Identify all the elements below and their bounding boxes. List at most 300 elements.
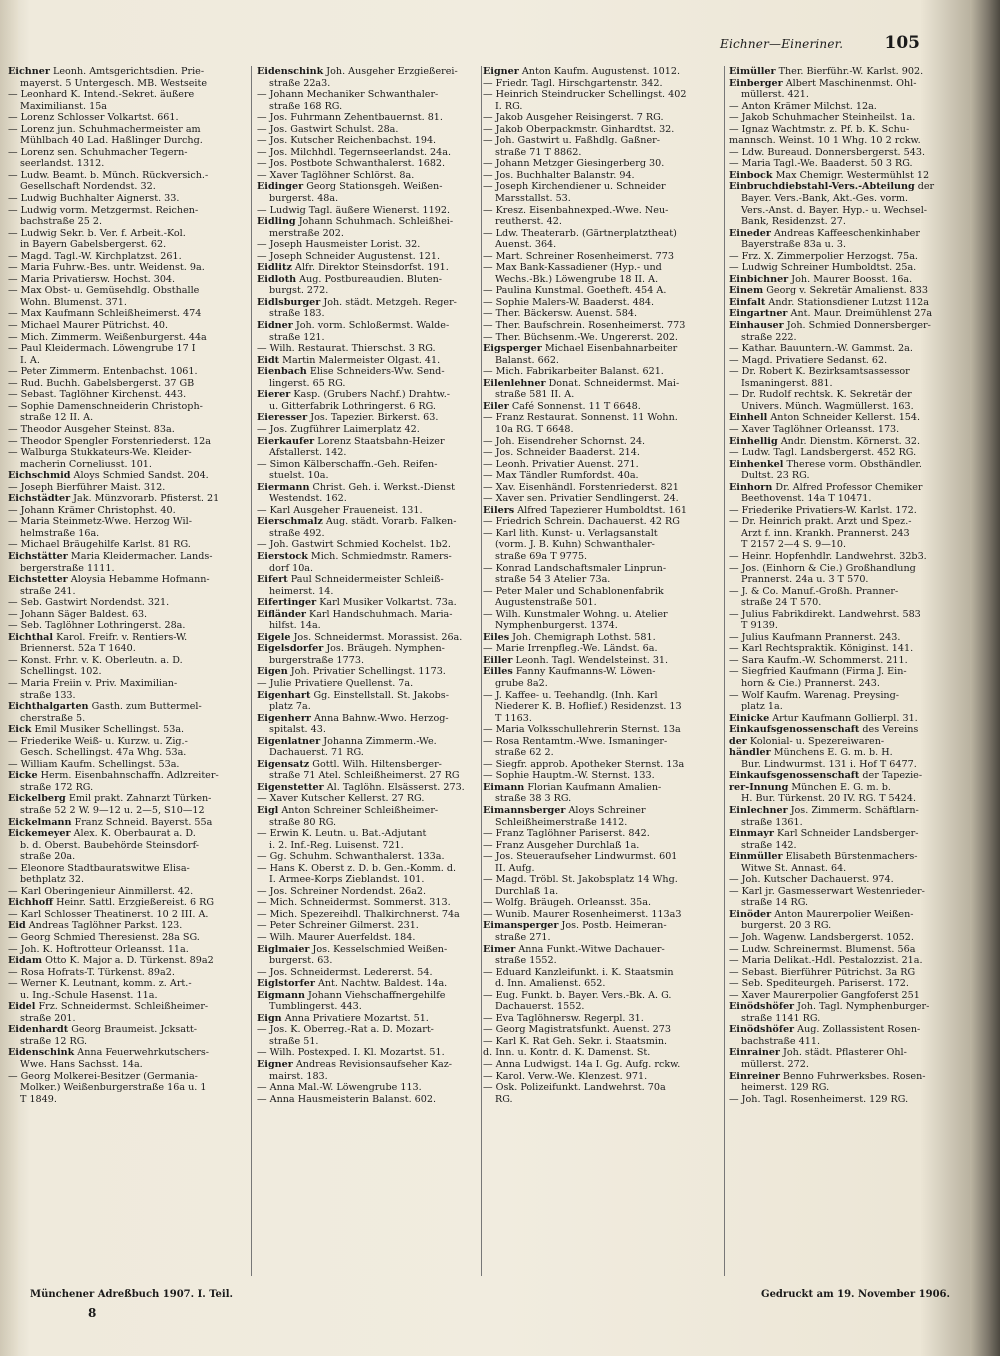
entry-headword-line: Eidel Frz. Schneidermst. Schleißheimer- bbox=[8, 1001, 209, 1013]
entry-line: — Jos. Steueraufseher Lindwurmst. 601 bbox=[483, 851, 678, 863]
entry-line: burgst. 272. bbox=[269, 285, 329, 297]
entry-line: — Friedrich Schrein. Dachauerst. 42 RG bbox=[483, 516, 680, 528]
entry-line: — J. & Co. Manuf.-Großh. Pranner- bbox=[729, 585, 899, 597]
entry-headword-line: Einhorn Dr. Alfred Professor Chemiker bbox=[729, 481, 923, 493]
entry-line: b. d. Oberst. Baubehörde Steinsdorf- bbox=[20, 839, 200, 851]
entry-line: — Osk. Polizeifunkt. Landwehrst. 70a bbox=[483, 1082, 666, 1094]
entry-line: I. Armee-Korps Zieblandst. 101. bbox=[269, 874, 425, 886]
entry-headword-line: Einbichner Joh. Maurer Boosst. 16a. bbox=[729, 273, 913, 285]
entry-line: — Ludw. Schreinermst. Blumenst. 56a bbox=[729, 943, 916, 955]
entry-headword-line: Eidloth Aug. Postbureaudien. Bluten- bbox=[257, 273, 443, 285]
surname: Eidinger bbox=[257, 181, 304, 193]
entry-headword-line: Eilles Fanny Kaufmanns-W. Löwen- bbox=[483, 666, 656, 678]
entry-line: Bur. Lindwurmst. 131 i. Hof T 6477. bbox=[741, 758, 917, 770]
surname: Eicke bbox=[8, 770, 38, 782]
entry-headword-line: Einhellig Andr. Dienstm. Körnerst. 32. bbox=[729, 435, 921, 447]
entry-line: mairst. 183. bbox=[269, 1070, 328, 1082]
surname: Eichner bbox=[8, 66, 50, 77]
entry-line: seerlandst. 1312. bbox=[20, 158, 105, 170]
entry-line: straße 51. bbox=[269, 1035, 319, 1047]
entry-headword-line: Eigner Anton Kaufm. Augustenst. 1012. bbox=[483, 66, 681, 77]
entry-headword-line: Einöder Anton Maurerpolier Weißen- bbox=[729, 908, 914, 920]
entry-headword-line: Eidling Johann Schuhmach. Schleißhei- bbox=[257, 216, 454, 228]
entry-line: — Jakob Schuhmacher Steinheilst. 1a. bbox=[729, 112, 916, 124]
entry-headword-line: der Kolonial- u. Spezereiwaren- bbox=[729, 735, 885, 747]
entry-line: — Heinr. Hopfenhdlr. Landwehrst. 32b3. bbox=[729, 550, 927, 562]
entry-headword-line: Eigenhart Gg. Einstellstall. St. Jakobs- bbox=[257, 689, 449, 701]
entry-line: — Hans K. Oberst z. D. b. Gen.-Komm. d. bbox=[257, 862, 457, 874]
entry-line: straße 80 RG. bbox=[269, 816, 337, 828]
surname: Einmüller bbox=[729, 851, 783, 863]
entry-headword-line: Eick Emil Musiker Schellingst. 53a. bbox=[8, 724, 185, 736]
entry-headword-line: Eieresser Jos. Tapezier. Birkerst. 63. bbox=[257, 412, 439, 424]
entry-line: — Max Obst- u. Gemüsehdlg. Obsthalle bbox=[8, 285, 200, 297]
entry-line: — Jos. Buchhalter Balanstr. 94. bbox=[483, 169, 635, 181]
entry-headword-line: Eifertinger Karl Musiker Volkartst. 73a. bbox=[257, 597, 457, 609]
entry-line: Nymphenburgerst. 1374. bbox=[495, 620, 618, 632]
footer-print-date: Gedruckt am 19. November 1906. bbox=[761, 1289, 950, 1300]
entry-line: — Wolfg. Bräugeh. Orleansst. 35a. bbox=[483, 897, 651, 909]
entry-line: — Joh. K. Hoftrotteur Orleansst. 11a. bbox=[8, 943, 189, 955]
entry-line: Maximilianst. 15a bbox=[20, 100, 108, 112]
surname: Eidenschink bbox=[8, 1047, 75, 1059]
entry-line: — Seb. Spediteurgeh. Pariserst. 172. bbox=[729, 978, 909, 990]
entry-headword-line: Eichhoff Heinr. Sattl. Erzgießereist. 6 RG bbox=[8, 897, 215, 909]
entry-headword-line: Eigele Jos. Schneidermst. Morassist. 26a. bbox=[257, 631, 463, 643]
entry-line: — Georg Molkerei-Besitzer (Germania- bbox=[8, 1070, 198, 1082]
entry-line: Bayerstraße 83a u. 3. bbox=[741, 239, 847, 251]
entry-line: — Jos. Zugführer Laimerplatz 42. bbox=[257, 423, 420, 435]
entry-line: — Friederike Weiß- u. Kurzw. u. Zig.- bbox=[8, 735, 188, 747]
entry-line: — Jakob Ausgeher Reisingerst. 7 RG. bbox=[483, 112, 664, 124]
entry-line: straße 24 T 570. bbox=[741, 597, 822, 609]
entry-line: — Joh. Wagenw. Landsbergerst. 1052. bbox=[729, 932, 914, 944]
entry-line: I. RG. bbox=[495, 100, 523, 112]
book-spine-shadow bbox=[970, 0, 1000, 1356]
surname: Eidam bbox=[8, 955, 43, 967]
entry-line: — Konrad Landschaftsmaler Linprun- bbox=[483, 562, 667, 574]
entry-line: — Magd. Privatiere Sedanst. 62. bbox=[729, 354, 888, 366]
entry-headword-line: Eigmann Johann Viehschaffnergehilfe bbox=[257, 989, 446, 1001]
entry-line: Molker.) Weißenburgerstraße 16a u. 1 bbox=[20, 1082, 207, 1094]
surname: Einbruchdiebstahl-Vers.-Abteilung bbox=[729, 181, 915, 193]
surname: Eiler bbox=[483, 400, 509, 412]
surname: Eilenlehner bbox=[483, 377, 546, 389]
entry-headword-line: Einlechner Jos. Zimmerm. Schäftlarn- bbox=[729, 805, 919, 816]
entry-line: — Maria Volksschullehrerin Sternst. 13a bbox=[483, 724, 681, 736]
entry-line: straße 1141 RG. bbox=[741, 1012, 821, 1024]
entry-line: — Kresz. Eisenbahnexped.-Wwe. Neu- bbox=[483, 204, 669, 216]
entry-line: straße 71 T 8862. bbox=[495, 146, 582, 158]
entry-line: Vers.-Anst. d. Bayer. Hyp.- u. Wechsel- bbox=[741, 204, 928, 216]
surname: Einem bbox=[729, 285, 764, 297]
entry-headword-line: Einbruchdiebstahl-Vers.-Abteilung der bbox=[729, 181, 935, 193]
entry-line: — Jos. Milchhdl. Tegernseerlandst. 24a. bbox=[257, 146, 452, 158]
entry-line: Briennerst. 52a T 1640. bbox=[20, 643, 136, 655]
entry-headword-line: Eigenstetter Al. Taglöhn. Elsässerst. 273. bbox=[257, 781, 465, 793]
column-4 bbox=[729, 66, 956, 1276]
entry-line: straße 492. bbox=[269, 527, 325, 539]
entry-line: burgerst. 20 3 RG. bbox=[741, 920, 832, 932]
entry-line: — Siegfr. approb. Apotheker Sternst. 13a bbox=[483, 758, 685, 770]
entry-line: straße 183. bbox=[269, 308, 325, 320]
surname: Eimer bbox=[483, 943, 516, 955]
entry-line: I. A. bbox=[20, 354, 40, 366]
entry-headword-line: Einbock Max Chemigr. Westermühlst 12 bbox=[729, 169, 930, 181]
surname: Eiles bbox=[483, 631, 510, 643]
entry-line: platz 1a. bbox=[741, 701, 783, 713]
entry-line: — Xav. Eisenhändl. Forstenriederst. 821 bbox=[483, 481, 679, 493]
entry-line: — Theodor Ausgeher Steinst. 83a. bbox=[8, 423, 175, 435]
entry-line: — Sara Kaufm.-W. Schommerst. 211. bbox=[729, 654, 908, 666]
entry-line: Beethovenst. 14a T 10471. bbox=[741, 493, 872, 505]
entry-line: — Michael Bräugehilfe Karlst. 81 RG. bbox=[8, 539, 191, 551]
surname: Einhell bbox=[729, 412, 768, 424]
entry-headword-line: Eichstädter Jak. Münzvorarb. Pfisterst. 21 bbox=[8, 493, 220, 505]
surname: Einhauser bbox=[729, 320, 784, 332]
entry-line: — Lorenz sen. Schuhmacher Tegern- bbox=[8, 146, 188, 158]
entry-line: straße 62 2. bbox=[495, 747, 554, 759]
surname: Eifländer bbox=[257, 608, 306, 620]
surname: Einödshöfer bbox=[729, 1024, 795, 1036]
entry-line: bergerstraße 1111. bbox=[20, 562, 115, 574]
surname: Einhellig bbox=[729, 435, 778, 447]
surname: Eichhoff bbox=[8, 897, 54, 909]
column-2 bbox=[257, 66, 479, 1276]
entry-line: — Joh. Eisendreher Schornst. 24. bbox=[483, 435, 646, 447]
entry-line: Ismaningerst. 881. bbox=[741, 377, 833, 389]
entry-headword-line: Einödshöfer Joh. Tagl. Nymphenburger- bbox=[729, 1001, 930, 1013]
entry-line: — Jos. Gastwirt Schulst. 28a. bbox=[257, 123, 399, 135]
entry-line: — Kathar. Bauuntern.-W. Gammst. 2a. bbox=[729, 343, 913, 355]
surname: Eilles bbox=[483, 666, 513, 678]
entry-headword-line: Eiler Café Sonnenst. 11 T 6648. bbox=[483, 400, 641, 412]
entry-line: — Eva Taglöhnersw. Regerpl. 31. bbox=[483, 1012, 644, 1024]
entry-headword-line: Eimansperger Jos. Postb. Heimeran- bbox=[483, 920, 667, 932]
surname: Eimann bbox=[483, 781, 525, 793]
entry-headword-line: Einmayr Karl Schneider Landsberger- bbox=[729, 828, 919, 840]
surname: Eigl bbox=[257, 805, 279, 816]
entry-headword-line: Einrainer Joh. städt. Pflasterer Ohl- bbox=[729, 1047, 907, 1059]
entry-headword-line: Eidlitz Alfr. Direktor Steinsdorfst. 191. bbox=[257, 262, 449, 274]
surname: Eickemeyer bbox=[8, 828, 71, 840]
entry-line: — Karl Schlosser Theatinerst. 10 2 III. A. bbox=[8, 908, 209, 920]
entry-line: straße 168 RG. bbox=[269, 100, 343, 112]
entry-headword-line: Eicke Herm. Eisenbahnschaffn. Adlzreiter- bbox=[8, 770, 219, 782]
entry-headword-line: Einem Georg v. Sekretär Amalienst. 833 bbox=[729, 285, 928, 297]
surname: Eigsperger bbox=[483, 343, 542, 355]
entry-headword-line: Eimer Anna Funkt.-Witwe Dachauer- bbox=[483, 943, 665, 955]
entry-line: straße 133. bbox=[20, 689, 76, 701]
entry-line: — Xaver Maurerpolier Gangfoferst 251 bbox=[729, 989, 920, 1001]
entry-line: straße 1552. bbox=[495, 955, 557, 967]
entry-line: — Jos. Fuhrmann Zehentbauernst. 81. bbox=[257, 112, 443, 124]
entry-line: straße 12 II. A. bbox=[20, 412, 94, 424]
entry-line: straße 52 2 W. 9—12 u. 2—5, S10—12 bbox=[20, 805, 205, 816]
entry-line: — Jos. Schreiner Nordendst. 26a2. bbox=[257, 885, 427, 897]
entry-line: spitalst. 43. bbox=[269, 724, 326, 736]
surname: Eickelberg bbox=[8, 793, 66, 805]
surname: Eidloth bbox=[257, 273, 297, 285]
entry-line: — Ther. Bäckersw. Auenst. 584. bbox=[483, 308, 638, 320]
entry-line: — Paulina Kunstmal. Goetheft. 454 A. bbox=[483, 285, 667, 297]
entry-line: stuelst. 10a. bbox=[269, 470, 329, 482]
entry-line: — Jos. Schneidermst. Ledererst. 54. bbox=[257, 966, 433, 978]
entry-line: straße 38 3 RG. bbox=[495, 793, 572, 805]
entry-line: — Sophie Hauptm.-W. Sternst. 133. bbox=[483, 770, 655, 782]
entry-line: — Siegfried Kaufmann (Firma J. Ein- bbox=[729, 666, 907, 678]
entry-line: bachstraße 25 2. bbox=[20, 216, 103, 228]
entry-line: — Michael Maurer Pütrichst. 40. bbox=[8, 320, 169, 332]
entry-line: straße 1361. bbox=[741, 816, 803, 828]
surname: Eiglstorfer bbox=[257, 978, 315, 990]
entry-headword-line: Eienbach Elise Schneiders-Ww. Send- bbox=[257, 366, 445, 378]
entry-headword-line: Einhell Anton Schneider Kellerst. 154. bbox=[729, 412, 921, 424]
entry-line: u. Ing.-Schule Hasenst. 11a. bbox=[20, 989, 158, 1001]
entry-line: — Heinrich Steindrucker Schellingst. 402 bbox=[483, 89, 687, 101]
entry-line: — Wunib. Maurer Rosenheimerst. 113a3 bbox=[483, 908, 682, 920]
surname: Eigmann bbox=[257, 989, 305, 1001]
entry-headword-line: Eigl Anton Schreiner Schleißheimer- bbox=[257, 805, 439, 816]
entry-line: — Lorenz Schlosser Volkartst. 661. bbox=[8, 112, 179, 124]
surname: Einhenkel bbox=[729, 458, 784, 470]
entry-line: — Dr. Heinrich prakt. Arzt und Spez.- bbox=[729, 516, 912, 528]
surname: Einfalt bbox=[729, 296, 766, 308]
entry-line: — Jakob Oberpackmstr. Ginhardtst. 32. bbox=[483, 123, 675, 135]
surname: Eimansperger bbox=[483, 920, 559, 932]
surname: Eidel bbox=[8, 1001, 36, 1013]
entry-headword-line: Einicke Artur Kaufmann Gollierpl. 31. bbox=[729, 712, 918, 724]
entry-line: — Dr. Rudolf rechtsk. K. Sekretär der bbox=[729, 389, 912, 401]
entry-line: — Mich. Fabrikarbeiter Balanst. 621. bbox=[483, 366, 664, 378]
surname: Eiller bbox=[483, 654, 513, 666]
entry-headword-line: Eickelberg Emil prakt. Zahnarzt Türken- bbox=[8, 793, 212, 805]
entry-line: Bayer. Vers.-Bank, Akt.-Ges. vorm. bbox=[741, 193, 909, 205]
entry-line: — Wilh. Postexped. I. Kl. Mozartst. 51. bbox=[257, 1047, 445, 1059]
entry-line: — Anna Mal.-W. Löwengrube 113. bbox=[257, 1082, 422, 1094]
entry-line: — Peter Maler und Schablonenfabrik bbox=[483, 585, 664, 597]
entry-line: — Anna Hausmeisterin Balanst. 602. bbox=[257, 1093, 437, 1105]
entry-headword-line: Eineder Andreas Kaffeeschenkinhaber bbox=[729, 227, 920, 239]
entry-headword-line: Eimannsberger Aloys Schreiner bbox=[483, 805, 646, 816]
surname: Einkaufsgenossenschaft bbox=[729, 724, 860, 736]
entry-line: Gesch. Schellingst. 47a Whg. 53a. bbox=[20, 747, 187, 759]
surname: Eidenhardt bbox=[8, 1024, 69, 1036]
entry-line: — Gg. Schuhm. Schwanthalerst. 133a. bbox=[257, 851, 445, 863]
entry-line: — Mich. Schneidermst. Sommerst. 313. bbox=[257, 897, 451, 909]
entry-line: heimerst. 129 RG. bbox=[741, 1082, 830, 1094]
entry-line: — Max Bank-Kassadiener (Hyp.- und bbox=[483, 262, 662, 274]
entry-line: — Peter Zimmerm. Entenbachst. 1061. bbox=[8, 366, 198, 378]
entry-headword-line: Eigner Andreas Revisionsaufseher Kaz- bbox=[257, 1059, 453, 1071]
entry-headword-line: Eidner Joh. vorm. Schloßermst. Walde- bbox=[257, 320, 450, 332]
entry-headword-line: Eilers Alfred Tapezierer Humboldtst. 161 bbox=[483, 504, 687, 516]
entry-line: — Ludw. Tagl. Landsbergerst. 452 RG. bbox=[729, 447, 917, 459]
entry-line: — Leonh. Privatier Auenst. 271. bbox=[483, 458, 639, 470]
surname: Eigenstetter bbox=[257, 781, 324, 793]
surname: Eigenhart bbox=[257, 689, 311, 701]
entry-line: — Friederike Privatiers-W. Karlst. 172. bbox=[729, 504, 917, 516]
surname: Eigner bbox=[257, 1059, 293, 1071]
entry-line: H. Bur. Türkenst. 20 IV. RG. T 5424. bbox=[741, 793, 916, 805]
entry-line: — Mart. Schreiner Rosenheimerst. 773 bbox=[483, 250, 674, 262]
entry-headword-line: Eickelmann Franz Schneid. Bayerst. 55a bbox=[8, 816, 213, 828]
entry-line: — Joh. Tagl. Rosenheimerst. 129 RG. bbox=[729, 1093, 909, 1105]
entry-line: — Jos. Schneider Baaderst. 214. bbox=[483, 447, 640, 459]
entry-line: — Johann Säger Baldest. 63. bbox=[8, 608, 148, 620]
entry-line: — Seb. Gastwirt Nordendst. 321. bbox=[8, 597, 170, 609]
entry-headword-line: Eifländer Karl Handschuhmach. Maria- bbox=[257, 608, 453, 620]
entry-line: — Wilh. Maurer Auerfeldst. 184. bbox=[257, 932, 416, 944]
entry-line: Wohn. Blumenst. 371. bbox=[20, 296, 127, 308]
running-head: Eichner—Eineriner. bbox=[720, 37, 844, 51]
entry-line: straße 241. bbox=[20, 585, 76, 597]
surname: Einberger bbox=[729, 77, 783, 89]
surname: Eid bbox=[8, 920, 26, 932]
surname: Eidenschink bbox=[257, 66, 324, 77]
entry-line: — Konst. Frhr. v. K. Oberleutn. a. D. bbox=[8, 654, 183, 666]
entry-line: müllerst. 421. bbox=[741, 89, 809, 101]
entry-line: RG. bbox=[495, 1093, 513, 1105]
entry-line: — Ludw. Beamt. b. Münch. Rückversich.- bbox=[8, 169, 209, 181]
entry-line: — Maria Steinmetz-Wwe. Herzog Wil- bbox=[8, 516, 192, 528]
entry-line: Mühlbach 40 Lad. Haßlinger Durchg. bbox=[20, 135, 203, 147]
surname: Eineder bbox=[729, 227, 771, 239]
surname: Eidt bbox=[257, 354, 280, 366]
surname: Eichstädter bbox=[8, 493, 71, 505]
surname: Eigenherr bbox=[257, 712, 311, 724]
entry-line: T 1849. bbox=[20, 1093, 57, 1105]
entry-headword-line: Eichthalgarten Gasth. zum Buttermel- bbox=[8, 701, 202, 713]
entry-line: Niederer K. B. Hoflief.) Residenzst. 13 bbox=[495, 701, 682, 713]
entry-line: Prannerst. 24a u. 3 T 570. bbox=[741, 574, 869, 586]
entry-line: (vorm. J. B. Kuhn) Schwanthaler- bbox=[495, 539, 655, 551]
entry-line: straße 22a3. bbox=[269, 77, 331, 89]
entry-line: — Sophie Damenschneiderin Christoph- bbox=[8, 400, 203, 412]
entry-line: — Johann Krämer Christophst. 40. bbox=[8, 504, 176, 516]
entry-line: — Xaver Kutscher Kellerst. 27 RG. bbox=[257, 793, 425, 805]
surname: Eick bbox=[8, 724, 32, 736]
surname: Eierschmalz bbox=[257, 516, 323, 528]
surname: Einicke bbox=[729, 712, 770, 724]
surname: Eilers bbox=[483, 504, 515, 516]
entry-line: burgerstraße 1773. bbox=[269, 654, 364, 666]
entry-line: straße 172 RG. bbox=[20, 781, 94, 793]
entry-line: — Ther. Büchsenm.-We. Ungererst. 202. bbox=[483, 331, 678, 343]
entry-headword-line: Einfalt Andr. Stationsdiener Lutzst 112a bbox=[729, 296, 929, 308]
entry-line: — Joseph Schneider Augustenst. 121. bbox=[257, 250, 441, 262]
entry-line: — Georg Magistratsfunkt. Auenst. 273 bbox=[483, 1024, 671, 1036]
entry-headword-line: Eichthal Karol. Freifr. v. Rentiers-W. bbox=[8, 631, 188, 643]
entry-line: — Mich. Zimmerm. Weißenburgerst. 44a bbox=[8, 331, 207, 343]
surname: Eiglmaier bbox=[257, 943, 310, 955]
column-rule bbox=[481, 66, 482, 1276]
entry-line: — Karl Rechtspraktik. Königinst. 141. bbox=[729, 643, 914, 655]
entry-line: — Eug. Funkt. b. Bayer. Vers.-Bk. A. G. bbox=[483, 989, 672, 1001]
entry-headword-line: rer-Innung München E. G. m. b. bbox=[729, 781, 891, 793]
entry-line: — Erwin K. Leutn. u. Bat.-Adjutant bbox=[257, 828, 427, 840]
surname: rer-Innung bbox=[729, 781, 789, 793]
surname: Eimüller bbox=[729, 66, 776, 77]
entry-line: — Ther. Baufschrein. Rosenheimerst. 773 bbox=[483, 320, 686, 332]
surname: Eigele bbox=[257, 631, 291, 643]
entry-line: bethplatz 32. bbox=[20, 874, 84, 886]
entry-line: Arzt f. inn. Krankh. Prannerst. 243 bbox=[741, 527, 910, 539]
footer-publication: Münchener Adreßbuch 1907. I. Teil. bbox=[30, 1289, 233, 1300]
entry-line: Witwe St. Annast. 64. bbox=[741, 862, 847, 874]
surname: Eigenlatner bbox=[257, 735, 321, 747]
entry-headword-line: Eierstock Mich. Schmiedmstr. Ramers- bbox=[257, 550, 452, 562]
entry-line: 10a RG. T 6648. bbox=[495, 423, 574, 435]
entry-headword-line: Eidenschink Anna Feuerwehrkutschers- bbox=[8, 1047, 209, 1059]
surname: Eigelsdorfer bbox=[257, 643, 324, 655]
entry-line: Dultst. 23 RG. bbox=[741, 470, 810, 482]
entry-line: — Joseph Bierführer Maist. 312. bbox=[8, 481, 166, 493]
entry-headword-line: Eifert Paul Schneidermeister Schleiß- bbox=[257, 574, 444, 586]
entry-headword-line: Einkaufsgenossenschaft der Tapezie- bbox=[729, 770, 923, 782]
entry-line: — Magd. Tagl.-W. Kirchplatzst. 261. bbox=[8, 250, 182, 262]
entry-line: — Sophie Malers-W. Baaderst. 484. bbox=[483, 296, 655, 308]
entry-line: Wechs.-Bk.) Löwengrube 18 II. A. bbox=[495, 273, 659, 285]
entry-line: — Leonhard K. Intend.-Sekret. äußere bbox=[8, 89, 195, 101]
entry-headword-line: Eierschmalz Aug. städt. Vorarb. Falken- bbox=[257, 516, 457, 528]
entry-line: hilfst. 14a. bbox=[269, 620, 321, 632]
entry-line: — Anton Krämer Milchst. 12a. bbox=[729, 100, 877, 112]
entry-line: — Joseph Hausmeister Lorist. 32. bbox=[257, 239, 421, 251]
entry-line: — Maria Fuhrw.-Bes. untr. Weidenst. 9a. bbox=[8, 262, 205, 274]
entry-line: Marsstallst. 53. bbox=[495, 193, 571, 205]
entry-headword-line: Eichstätter Maria Kleidermacher. Lands- bbox=[8, 550, 213, 562]
entry-line: — Sebast. Taglöhner Kirchenst. 443. bbox=[8, 389, 187, 401]
entry-line: merstraße 202. bbox=[269, 227, 344, 239]
entry-line: cherstraße 5. bbox=[20, 712, 86, 724]
entry-headword-line: Einmüller Elisabeth Bürstenmachers- bbox=[729, 851, 918, 863]
entry-line: — Eleonore Stadtbauratswitwe Elisa- bbox=[8, 862, 190, 874]
surname: Einbichner bbox=[729, 273, 789, 285]
surname: Eichstetter bbox=[8, 574, 68, 586]
column-1 bbox=[8, 66, 246, 1276]
entry-line: — Jos. K. Oberreg.-Rat a. D. Mozart- bbox=[257, 1024, 434, 1036]
entry-headword-line: Einreiner Benno Fuhrwerksbes. Rosen- bbox=[729, 1070, 926, 1082]
entry-line: straße 71 Atel. Schleißheimerst. 27 RG bbox=[269, 770, 460, 782]
entry-headword-line: Eid Andreas Taglöhner Parkst. 123. bbox=[8, 920, 183, 932]
entry-headword-line: Eimann Florian Kaufmann Amalien- bbox=[483, 781, 662, 793]
entry-line: Afstallerst. 142. bbox=[269, 447, 347, 459]
entry-line: Balanst. 662. bbox=[495, 354, 559, 366]
column-3 bbox=[483, 66, 719, 1276]
surname: Einöder bbox=[729, 908, 772, 920]
entry-line: — William Kaufm. Schellingst. 53a. bbox=[8, 758, 180, 770]
surname: Einkaufsgenossenschaft bbox=[729, 770, 860, 782]
entry-line: straße 581 II. A. bbox=[495, 389, 575, 401]
entry-line: straße 142. bbox=[741, 839, 797, 851]
entry-line: — Karl lith. Kunst- u. Verlagsanstalt bbox=[483, 527, 658, 539]
entry-headword-line: Eierer Kasp. (Grubers Nachf.) Drahtw.- bbox=[257, 389, 451, 401]
surname: Eieresser bbox=[257, 412, 308, 424]
entry-line: — Rosa Hofrats-T. Türkenst. 89a2. bbox=[8, 966, 175, 978]
entry-line: — Georg Schmied Theresienst. 28a SG. bbox=[8, 932, 200, 944]
entry-line: — Maria Delikat.-Hdl. Pestalozzist. 21a. bbox=[729, 955, 923, 967]
surname: Einmayr bbox=[729, 828, 774, 840]
surname: Eierstock bbox=[257, 550, 308, 562]
entry-headword-line: Eidenhardt Georg Braumeist. Jcksatt- bbox=[8, 1024, 197, 1036]
entry-headword-line: Eiles Joh. Chemigraph Lothst. 581. bbox=[483, 631, 656, 643]
entry-line: — Simon Kälberschaffn.-Geh. Reifen- bbox=[257, 458, 438, 470]
surname: Eichstätter bbox=[8, 550, 68, 562]
entry-line: — Max Kaufmann Schleißheimerst. 474 bbox=[8, 308, 202, 320]
entry-line: mannsch. Weinst. 10 1 Whg. 10 2 rckw. bbox=[729, 135, 921, 147]
surname: Einreiner bbox=[729, 1070, 780, 1082]
